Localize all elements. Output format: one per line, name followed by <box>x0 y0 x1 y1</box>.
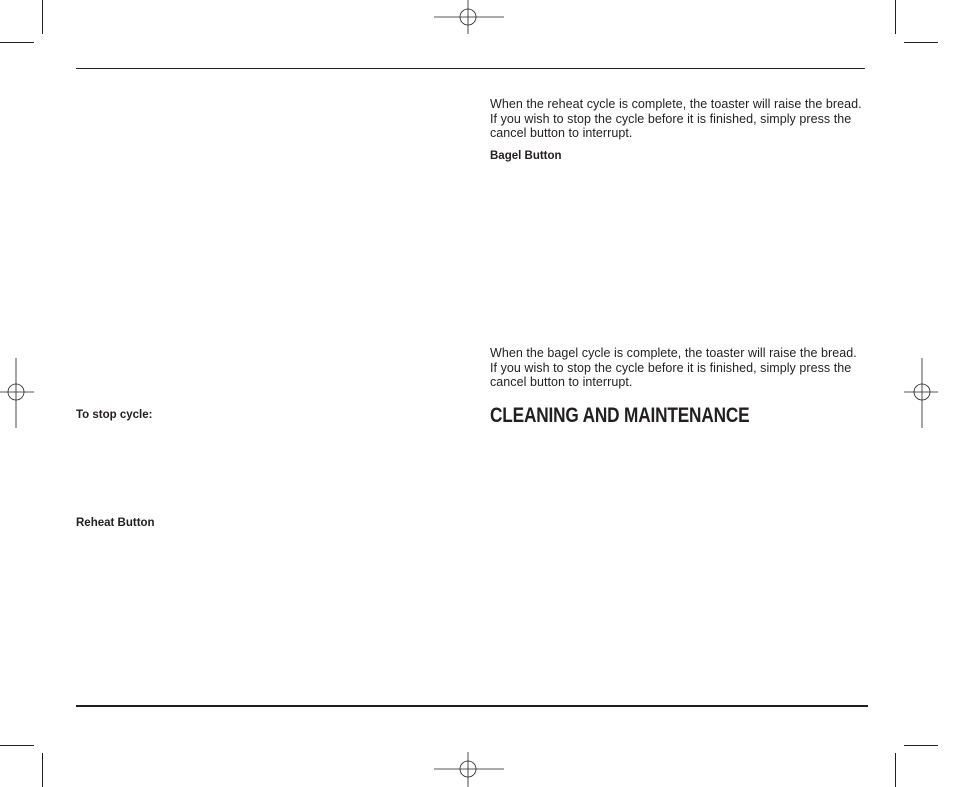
registration-mark-top-icon <box>434 0 504 36</box>
crop-mark-top-right-horizontal <box>904 42 938 43</box>
bagel-button-heading: Bagel Button <box>490 150 562 162</box>
reheat-button-heading: Reheat Button <box>76 517 155 529</box>
crop-mark-top-left-vertical <box>42 0 43 34</box>
crop-mark-bottom-left-horizontal <box>0 745 34 746</box>
bagel-complete-paragraph: When the bagel cycle is complete, the toaster will raise the bread. If you wish to stop the cycle before it is finished, simply press the cancel button to interrupt. <box>490 346 857 389</box>
footer-rule <box>76 705 868 707</box>
crop-mark-top-right-vertical <box>895 0 896 34</box>
reheat-complete-paragraph: When the reheat cycle is complete, the toaster will raise the bread. If you wish to stop the cycle before it is finished, simply press the cancel button to interrupt. <box>490 97 862 140</box>
crop-mark-bottom-right-horizontal <box>904 745 938 746</box>
crop-mark-top-left-horizontal <box>0 42 34 43</box>
registration-mark-bottom-icon <box>434 752 504 787</box>
stop-cycle-heading: To stop cycle: <box>76 409 153 421</box>
crop-mark-bottom-left-vertical <box>42 753 43 787</box>
crop-mark-bottom-right-vertical <box>895 753 896 787</box>
registration-mark-left-icon <box>0 358 34 428</box>
registration-mark-right-icon <box>904 358 938 428</box>
cleaning-maintenance-heading: CLEANING AND MAINTENANCE <box>490 404 750 427</box>
header-rule <box>76 68 865 69</box>
